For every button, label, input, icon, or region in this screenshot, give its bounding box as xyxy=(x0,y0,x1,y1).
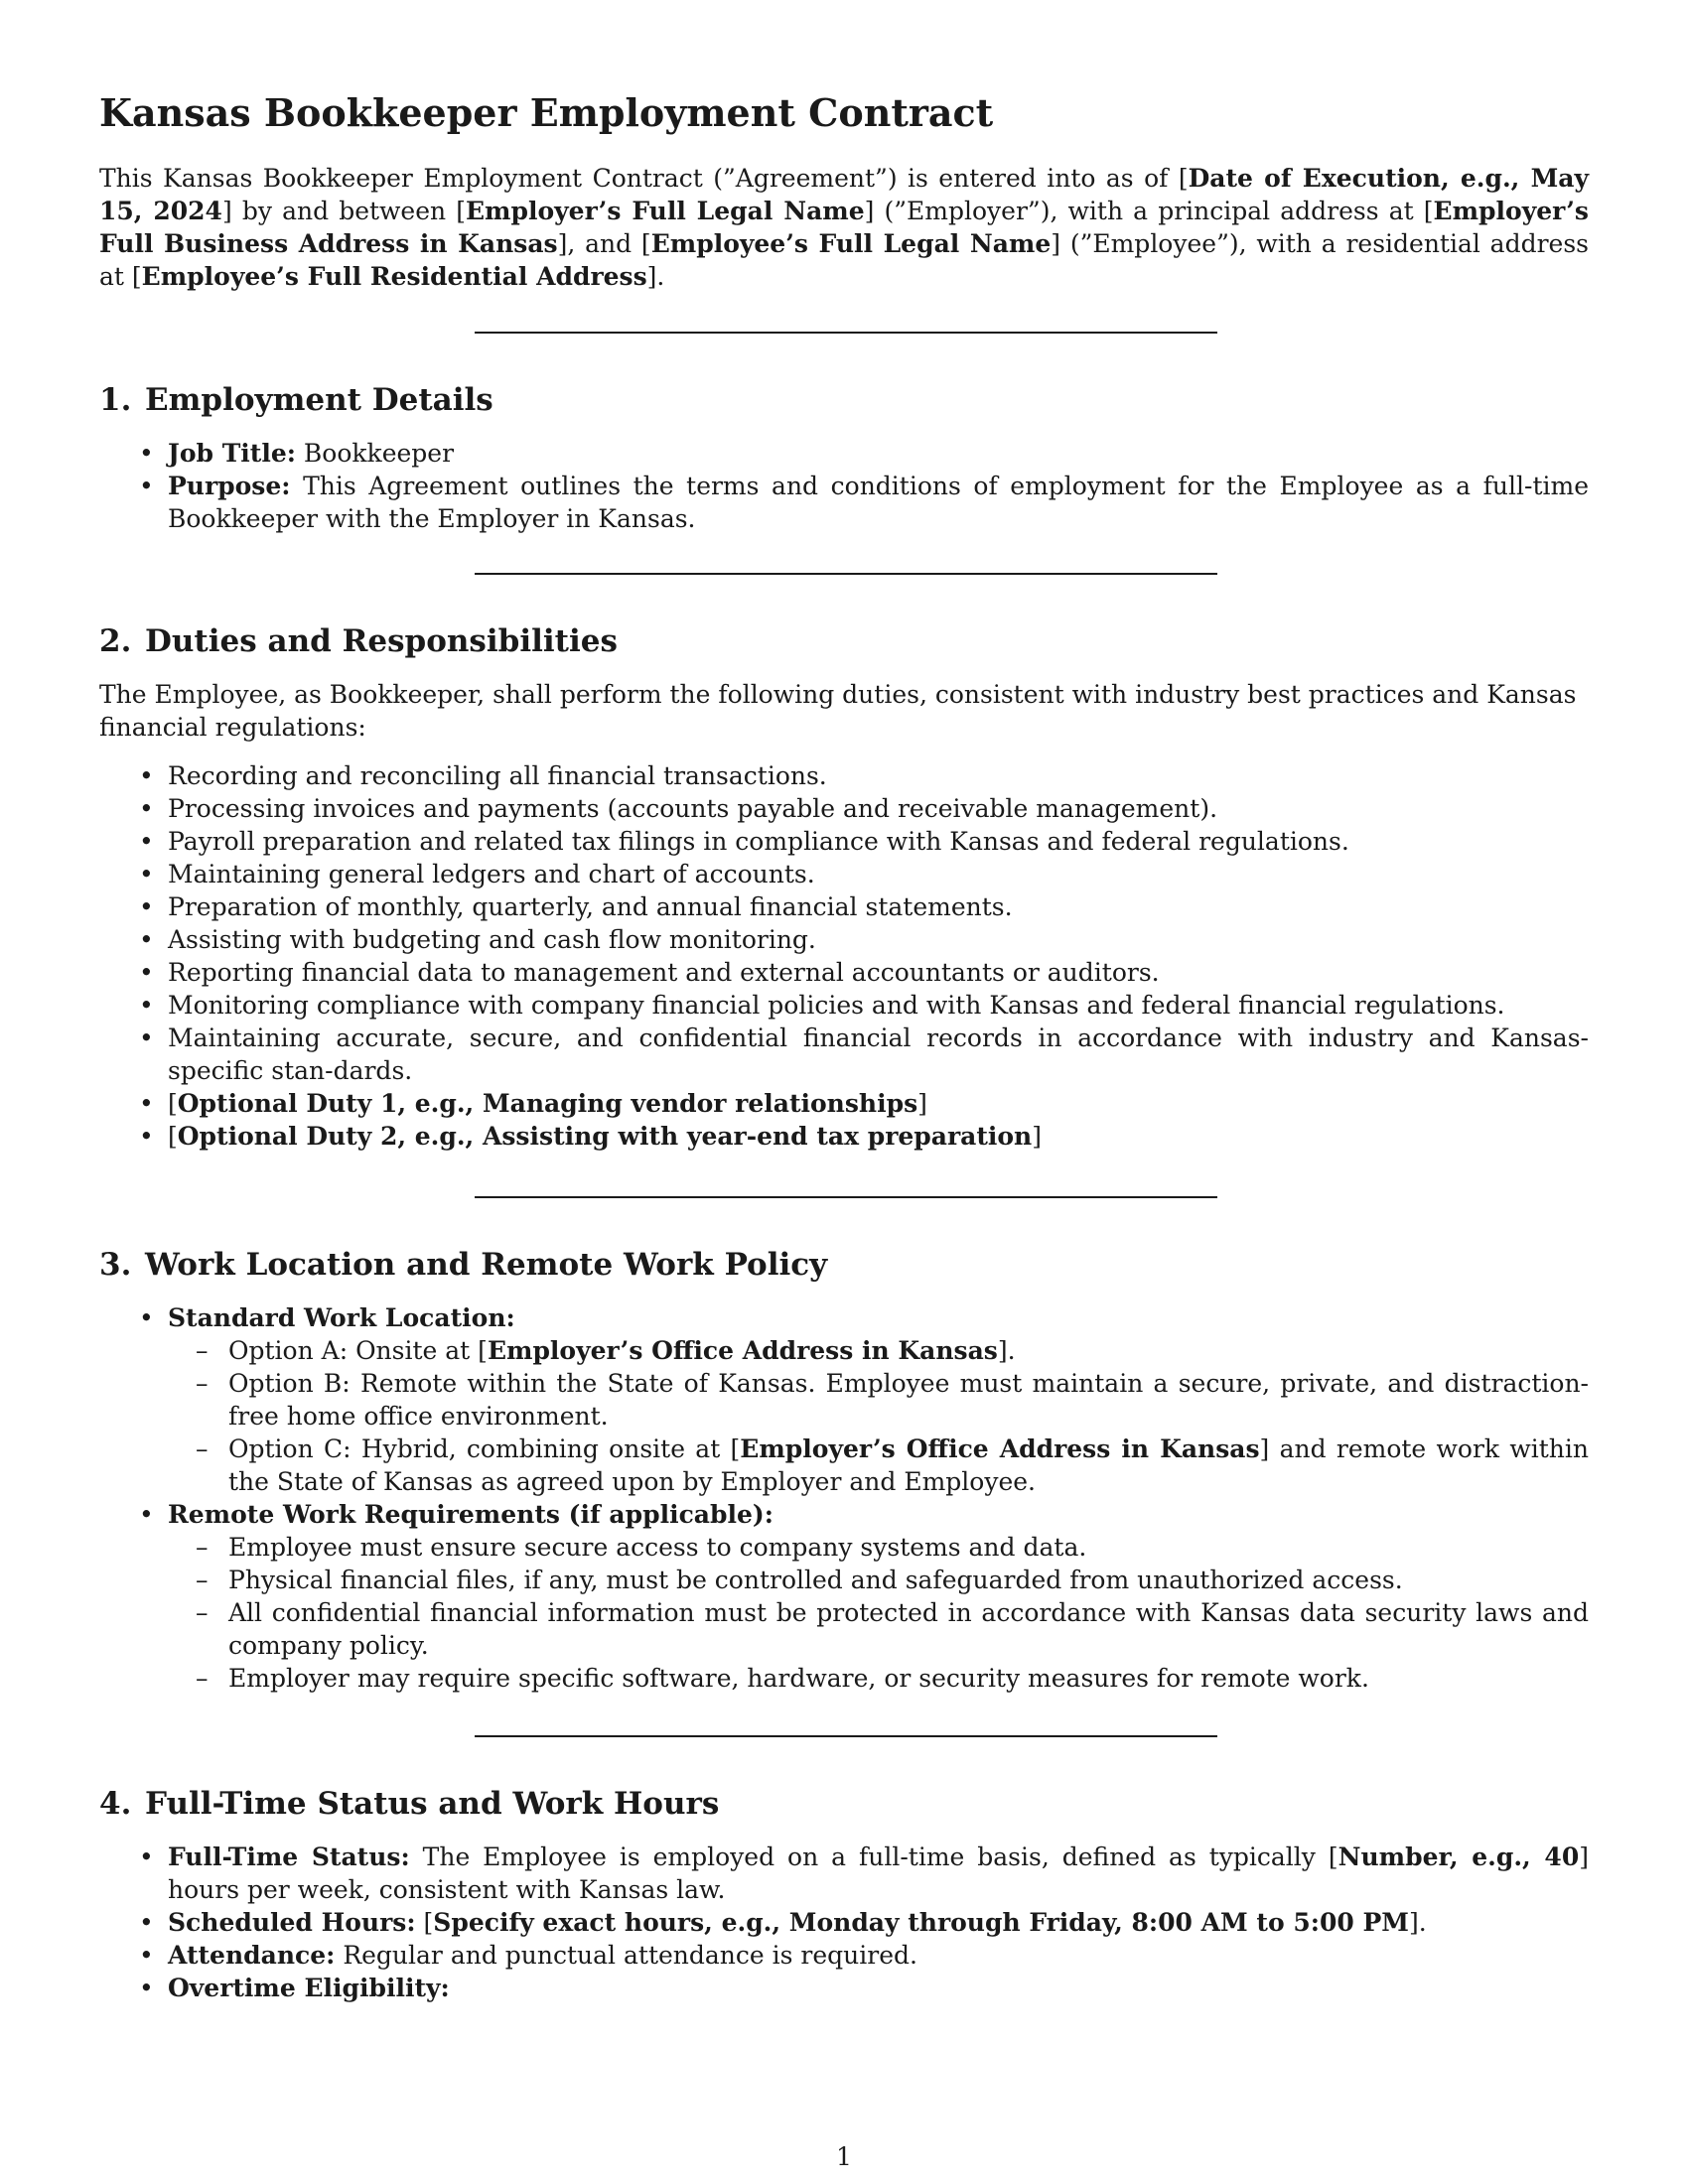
list-item: – Option C: Hybrid, combining onsite at [Employer’s Office Address in Kansas] and remote work within the State of Kansas as agreed upon by Employer and Employee. xyxy=(168,1433,1589,1498)
list-item: • Payroll preparation and related tax filings in compliance with Kansas and federal regulations. xyxy=(99,825,1589,858)
list-item: • Standard Work Location: – Option A: Onsite at [Employer’s Office Address in Kansas]. – Option B: Remote within the State of Kansas. Employee must maintain a secure, private, and distraction-free home office environment. – Option C: Hybrid, combining onsite at [Employer’s Office Address in Kansas] and remote work within the State of Kansas as agreed upon by Employer and Employee. xyxy=(99,1301,1589,1498)
intro-paragraph: This Kansas Bookkeeper Employment Contract (”Agreement”) is entered into as of [Date of Execution, e.g., May 15, 2024] by and between [Employer’s Full Legal Name] (”Employer”), with a principal address at [Employer’s Full Business Address in Kansas], and [Employee’s Full Legal Name] (”Employee”), with a residential address at [Employee’s Full Residential Address]. xyxy=(99,164,1589,291)
page-number: 1 xyxy=(836,2142,852,2171)
list-item: • Overtime Eligibility: xyxy=(99,1972,1589,2004)
list-item: – All confidential financial information must be protected in accordance with Kansas data security laws and company policy. xyxy=(168,1596,1589,1662)
section-3-heading: 3. Work Location and Remote Work Policy xyxy=(99,1247,828,1283)
section-divider xyxy=(475,1196,1217,1198)
list-item: – Option B: Remote within the State of Kansas. Employee must maintain a secure, private, and distraction-free home office environment. xyxy=(168,1367,1589,1433)
list-item: • Purpose: This Agreement outlines the terms and conditions of employment for the Employee as a full-time Bookkeeper with the Employer in Kansas. xyxy=(99,470,1589,535)
list-item: – Option A: Onsite at [Employer’s Office Address in Kansas]. xyxy=(168,1334,1589,1367)
employment-details-list xyxy=(99,437,1589,535)
work-location-list xyxy=(99,1301,1589,1695)
location-options-list xyxy=(168,1334,1589,1498)
list-item: • Processing invoices and payments (accounts payable and receivable management). xyxy=(99,792,1589,825)
list-item: • Assisting with budgeting and cash flow monitoring. xyxy=(99,923,1589,956)
list-item: • Job Title: Bookkeeper xyxy=(99,437,1589,470)
list-item: • Maintaining general ledgers and chart of accounts. xyxy=(99,858,1589,890)
list-item: • Attendance: Regular and punctual attendance is required. xyxy=(99,1939,1589,1972)
list-item: • Preparation of monthly, quarterly, and annual financial statements. xyxy=(99,890,1589,923)
section-2-heading: 2. Duties and Responsibilities xyxy=(99,623,618,659)
section-1-heading: 1. Employment Details xyxy=(99,382,493,418)
duties-lead-paragraph: The Employee, as Bookkeeper, shall perform the following duties, consistent with industry best practices and Kansas financial regulations: xyxy=(99,680,1577,742)
list-item: • [Optional Duty 2, e.g., Assisting with year-end tax preparation] xyxy=(99,1120,1589,1153)
duties-list xyxy=(99,759,1589,1153)
section-divider xyxy=(475,332,1217,334)
list-item: • Remote Work Requirements (if applicable): – Employee must ensure secure access to company systems and data. – Physical financial files, if any, must be controlled and safeguarded from unauthorized access. – All confidential financial information must be protected in accordance with Kansas data security laws and company policy. – Employer may require specific software, hardware, or security measures for remote work. xyxy=(99,1498,1589,1695)
list-item: – Employer may require specific software, hardware, or security measures for remote work. xyxy=(168,1662,1589,1695)
list-item: • Monitoring compliance with company financial policies and with Kansas and federal financial regulations. xyxy=(99,989,1589,1022)
list-item: • Maintaining accurate, secure, and confidential financial records in accordance with industry and Kansas-specific stan-dards. xyxy=(99,1022,1589,1087)
section-divider xyxy=(475,1735,1217,1737)
document-title: Kansas Bookkeeper Employment Contract xyxy=(99,90,994,135)
list-item: – Employee must ensure secure access to company systems and data. xyxy=(168,1531,1589,1564)
remote-requirements-list xyxy=(168,1531,1589,1695)
list-item: • Scheduled Hours: [Specify exact hours, e.g., Monday through Friday, 8:00 AM to 5:00 PM]. xyxy=(99,1906,1589,1939)
list-item: – Physical financial files, if any, must be controlled and safeguarded from unauthorized access. xyxy=(168,1564,1589,1596)
list-item: • Recording and reconciling all financial transactions. xyxy=(99,759,1589,792)
list-item: • Full-Time Status: The Employee is employed on a full-time basis, defined as typically [Number, e.g., 40] hours per week, consistent with Kansas law. xyxy=(99,1841,1589,1906)
list-item: • Reporting financial data to management and external accountants or auditors. xyxy=(99,956,1589,989)
work-hours-list xyxy=(99,1841,1589,2004)
section-divider xyxy=(475,573,1217,575)
list-item: • [Optional Duty 1, e.g., Managing vendor relationships] xyxy=(99,1087,1589,1120)
section-4-heading: 4. Full-Time Status and Work Hours xyxy=(99,1786,720,1822)
